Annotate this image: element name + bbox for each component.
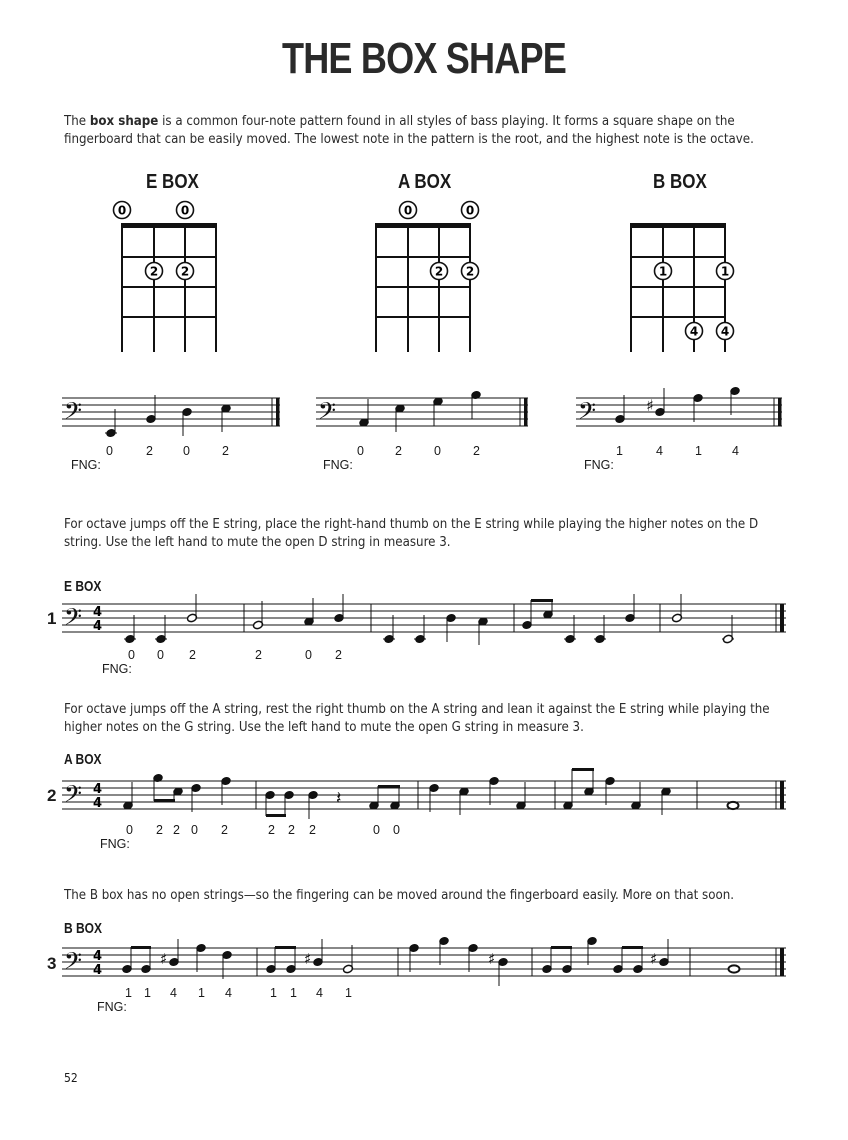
fng-value: 0 [357,444,364,458]
fng-value: 0 [373,823,380,837]
finger-marker: 2 [434,264,444,279]
fng-value: 1 [345,986,352,1000]
finger-marker: 0 [465,203,475,218]
fng-label: FNG: [583,458,614,472]
exercise-3-number: 3 [47,954,57,973]
fng-value: 2 [221,823,228,837]
fng-label: FNG: [96,1000,127,1014]
time-signature-top: 4 [93,782,103,797]
fng-label: FNG: [70,458,101,472]
fng-value: 2 [156,823,163,837]
fng-label: FNG: [322,458,353,472]
exercise-3-fingering [90,986,352,1140]
b-box-instructions: The B box has no open strings—so the fingering can be moved around the fingerboard easily. More on that soon. [64,888,735,903]
exercise-1-label: E BOX [64,578,102,595]
fng-label: FNG: [99,837,130,851]
bass-clef-icon: 𝄢 [64,397,83,430]
exercise-2-notes [123,768,739,819]
a-box-fretboard-diagram [375,202,479,353]
quarter-rest-icon: 𝄽 [336,788,342,809]
sharp-icon: ♯ [650,950,658,968]
exercise-3-notes [122,936,740,986]
exercise-2-staff [0,765,848,825]
page-number: 52 [64,1071,78,1085]
fng-value: 0 [191,823,198,837]
fng-value: 1 [198,986,205,1000]
time-signature-bottom: 4 [93,796,103,811]
bass-clef-icon: 𝄢 [64,780,83,813]
a-box-staff [316,398,528,426]
fng-value: 2 [268,823,275,837]
finger-marker: 2 [149,264,159,279]
intro-text-start: The [64,114,90,129]
fng-value: 0 [128,648,135,662]
bass-clef-icon: 𝄢 [578,397,597,430]
fng-value: 2 [146,444,153,458]
e-box-staff [62,398,280,426]
fng-value: 0 [126,823,133,837]
exercise-2-number: 2 [47,786,57,805]
fng-value: 0 [183,444,190,458]
intro-text-rest: is a common four-note pattern found in all styles of bass playing. It forms a square shape on the fingerboard that can be easily moved. The lowest note in the pattern is the root, and the highest note is the octave. [64,114,754,147]
fng-value: 4 [732,444,739,458]
fng-value: 2 [189,648,196,662]
fng-value: 2 [288,823,295,837]
fng-value: 4 [656,444,663,458]
fng-value: 0 [305,648,312,662]
b-box-notes [578,386,740,430]
exercise-3-label: B BOX [64,920,103,937]
fng-value: 4 [316,986,323,1000]
finger-marker: 4 [720,324,730,339]
exercise-1-number: 1 [47,609,57,628]
box-diagrams [0,0,848,520]
fng-value: 4 [225,986,232,1000]
box-staves [0,380,848,440]
fng-value: 1 [695,444,702,458]
finger-marker: 1 [658,264,668,279]
time-signature-top: 4 [93,949,103,964]
finger-marker: 2 [180,264,190,279]
time-signature-top: 4 [93,605,103,620]
e-box-fretboard-diagram [114,202,218,353]
bass-clef-icon: 𝄢 [64,947,83,980]
fng-label: FNG: [101,662,132,676]
fng-value: 2 [173,823,180,837]
fng-value: 4 [170,986,177,1000]
fng-value: 1 [616,444,623,458]
fng-value: 0 [434,444,441,458]
e-box-notes [64,395,231,438]
sharp-icon: ♯ [488,950,496,968]
fng-value: 2 [473,444,480,458]
fng-value: 0 [157,648,164,662]
fng-value: 2 [222,444,229,458]
exercise-1-notes [124,594,734,645]
page-title: THE BOX SHAPE [281,34,567,83]
a-box-label: A BOX [398,171,452,193]
exercise-2-label: A BOX [64,751,102,768]
finger-marker: 4 [689,324,699,339]
sharp-icon: ♯ [304,950,312,968]
finger-marker: 1 [720,264,730,279]
fng-value: 2 [255,648,262,662]
exercise-1-staff [0,590,848,650]
fng-value: 2 [395,444,402,458]
sharp-icon: ♯ [160,950,168,968]
finger-marker: 0 [403,203,413,218]
finger-marker: 0 [180,203,190,218]
bass-clef-icon: 𝄢 [64,603,83,636]
fng-value: 0 [106,444,113,458]
finger-marker: 0 [117,203,127,218]
time-signature-bottom: 4 [93,619,103,634]
e-string-instructions: For octave jumps off the E string, place the right-hand thumb on the E string while playing the higher notes on the D string. Use the left hand to mute the open D string in measure 3. [64,517,759,550]
e-box-label: E BOX [146,171,199,193]
exercise-3-staff [0,933,848,993]
finger-marker: 2 [465,264,475,279]
fng-value: 1 [290,986,297,1000]
time-signature-bottom: 4 [93,963,103,978]
bass-clef-icon: 𝄢 [318,397,337,430]
b-box-label: B BOX [653,171,707,193]
b-box-fretboard-diagram [630,223,734,352]
fng-value: 0 [393,823,400,837]
fng-value: 2 [335,648,342,662]
fng-value: 1 [125,986,132,1000]
fng-value: 1 [270,986,277,1000]
a-string-instructions: For octave jumps off the A string, rest the right thumb on the A string and lean it against the E string while playing the higher notes on the G string. Use the left hand to mute the open G string in measure 3. [64,702,770,735]
fng-value: 2 [309,823,316,837]
b-box-staff [576,398,782,426]
sharp-icon: ♯ [646,396,654,415]
intro-bold-term: box shape [89,114,159,129]
fng-value: 1 [144,986,151,1000]
